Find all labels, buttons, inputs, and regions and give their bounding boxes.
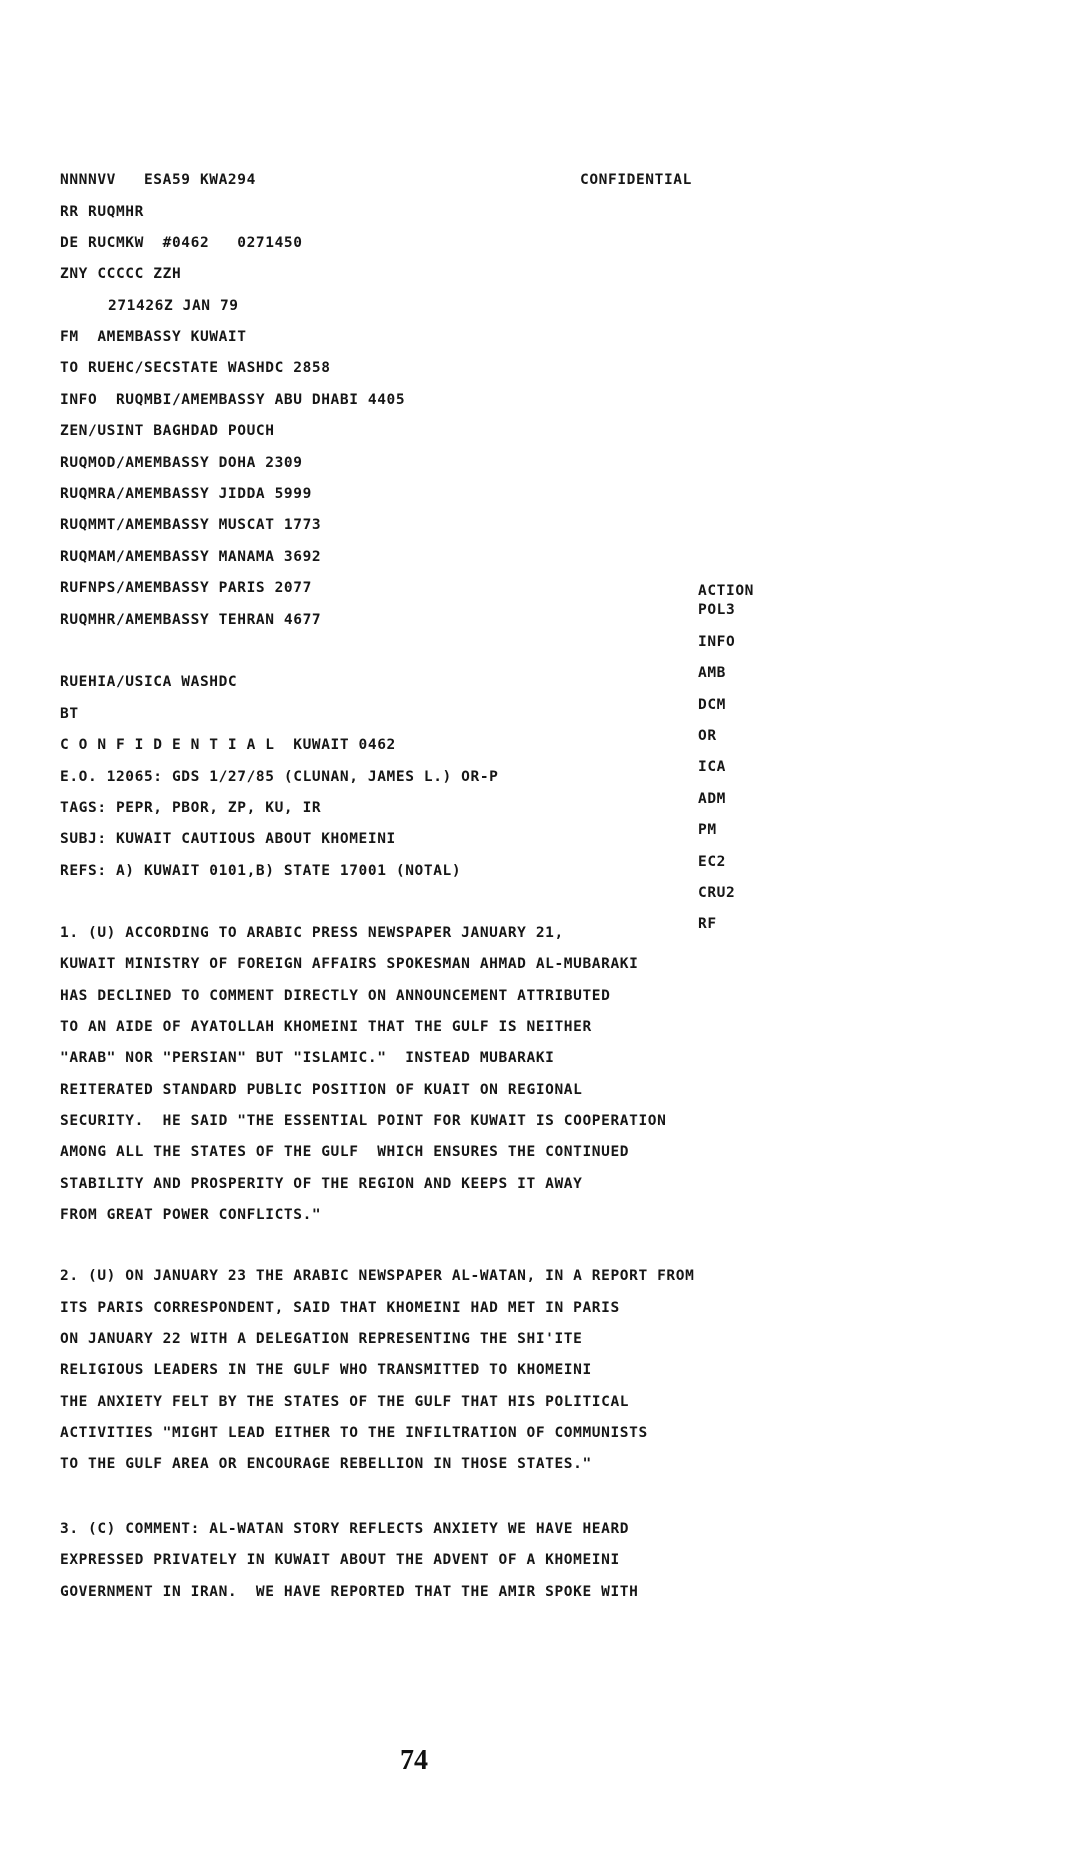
distribution-item: OR <box>698 728 717 744</box>
distribution-item: EC2 <box>698 854 726 870</box>
classification-marking: CONFIDENTIAL <box>580 172 692 188</box>
distribution-item: ICA <box>698 759 726 775</box>
body-line: SECURITY. HE SAID "THE ESSENTIAL POINT FOR KUWAIT IS COOPERATION <box>60 1113 667 1129</box>
info-line: INFO RUQMBI/AMEMBASSY ABU DHABI 4405 <box>60 392 406 408</box>
usica-line: RUEHIA/USICA WASHDC <box>60 674 238 690</box>
zny-line: ZNY CCCCC ZZH <box>60 266 182 282</box>
body-line: TO AN AIDE OF AYATOLLAH KHOMEINI THAT THE GULF IS NEITHER <box>60 1019 592 1035</box>
body-line: REITERATED STANDARD PUBLIC POSITION OF KUAIT ON REGIONAL <box>60 1082 583 1098</box>
body-line: FROM GREAT POWER CONFLICTS." <box>60 1207 322 1223</box>
body-line: HAS DECLINED TO COMMENT DIRECTLY ON ANNOUNCEMENT ATTRIBUTED <box>60 988 611 1004</box>
tags-line: TAGS: PEPR, PBOR, ZP, KU, IR <box>60 800 322 816</box>
body-line: 1. (U) ACCORDING TO ARABIC PRESS NEWSPAPER JANUARY 21, <box>60 925 564 941</box>
body-line: AMONG ALL THE STATES OF THE GULF WHICH ENSURES THE CONTINUED <box>60 1144 630 1160</box>
eo-line: E.O. 12065: GDS 1/27/85 (CLUNAN, JAMES L.) OR-P <box>60 769 499 785</box>
body-line: 2. (U) ON JANUARY 23 THE ARABIC NEWSPAPER AL-WATAN, IN A REPORT FROM <box>60 1268 695 1284</box>
body-line: ON JANUARY 22 WITH A DELEGATION REPRESENTING THE SHI'ITE <box>60 1331 583 1347</box>
subject-line: SUBJ: KUWAIT CAUTIOUS ABOUT KHOMEINI <box>60 831 396 847</box>
body-line: TO THE GULF AREA OR ENCOURAGE REBELLION IN THOSE STATES." <box>60 1456 592 1472</box>
date-time-group: 271426Z JAN 79 <box>108 298 239 314</box>
info-line: RUQMOD/AMEMBASSY DOHA 2309 <box>60 455 303 471</box>
distribution-item: RF <box>698 916 717 932</box>
de-line: DE RUCMKW #0462 0271450 <box>60 235 303 251</box>
info-line: RUQMMT/AMEMBASSY MUSCAT 1773 <box>60 517 322 533</box>
distribution-item: ADM <box>698 791 726 807</box>
body-line: "ARAB" NOR "PERSIAN" BUT "ISLAMIC." INSTEAD MUBARAKI <box>60 1050 555 1066</box>
page-number: 74 <box>400 1745 428 1776</box>
info-line: RUQMHR/AMEMBASSY TEHRAN 4677 <box>60 612 322 628</box>
body-line: EXPRESSED PRIVATELY IN KUWAIT ABOUT THE ADVENT OF A KHOMEINI <box>60 1552 620 1568</box>
body-line: RELIGIOUS LEADERS IN THE GULF WHO TRANSMITTED TO KHOMEINI <box>60 1362 592 1378</box>
info-line: RUQMAM/AMEMBASSY MANAMA 3692 <box>60 549 322 565</box>
distribution-item: INFO <box>698 634 736 650</box>
body-line: 3. (C) COMMENT: AL-WATAN STORY REFLECTS ANXIETY WE HAVE HEARD <box>60 1521 630 1537</box>
to-line: TO RUEHC/SECSTATE WASHDC 2858 <box>60 360 331 376</box>
precedence-line: RR RUQMHR <box>60 204 144 220</box>
body-line: ITS PARIS CORRESPONDENT, SAID THAT KHOMEINI HAD MET IN PARIS <box>60 1300 620 1316</box>
distribution-item: CRU2 <box>698 885 736 901</box>
info-line: RUFNPS/AMEMBASSY PARIS 2077 <box>60 580 312 596</box>
refs-line: REFS: A) KUWAIT 0101,B) STATE 17001 (NOTAL) <box>60 863 462 879</box>
from-line: FM AMEMBASSY KUWAIT <box>60 329 247 345</box>
confidential-subject-line: C O N F I D E N T I A L KUWAIT 0462 <box>60 737 396 753</box>
routing-id: NNNNVV ESA59 KWA294 <box>60 172 256 188</box>
body-line: STABILITY AND PROSPERITY OF THE REGION AND KEEPS IT AWAY <box>60 1176 583 1192</box>
info-line: RUQMRA/AMEMBASSY JIDDA 5999 <box>60 486 312 502</box>
distribution-item: PM <box>698 822 717 838</box>
body-line: ACTIVITIES "MIGHT LEAD EITHER TO THE INFILTRATION OF COMMUNISTS <box>60 1425 648 1441</box>
distribution-item: DCM <box>698 697 726 713</box>
body-line: THE ANXIETY FELT BY THE STATES OF THE GULF THAT HIS POLITICAL <box>60 1394 630 1410</box>
bt-line: BT <box>60 706 79 722</box>
body-line: KUWAIT MINISTRY OF FOREIGN AFFAIRS SPOKESMAN AHMAD AL-MUBARAKI <box>60 956 639 972</box>
body-line: GOVERNMENT IN IRAN. WE HAVE REPORTED THAT THE AMIR SPOKE WITH <box>60 1584 639 1600</box>
info-line: ZEN/USINT BAGHDAD POUCH <box>60 423 275 439</box>
distribution-item: ACTION <box>698 583 754 599</box>
distribution-item: AMB <box>698 665 726 681</box>
distribution-item: POL3 <box>698 602 736 618</box>
